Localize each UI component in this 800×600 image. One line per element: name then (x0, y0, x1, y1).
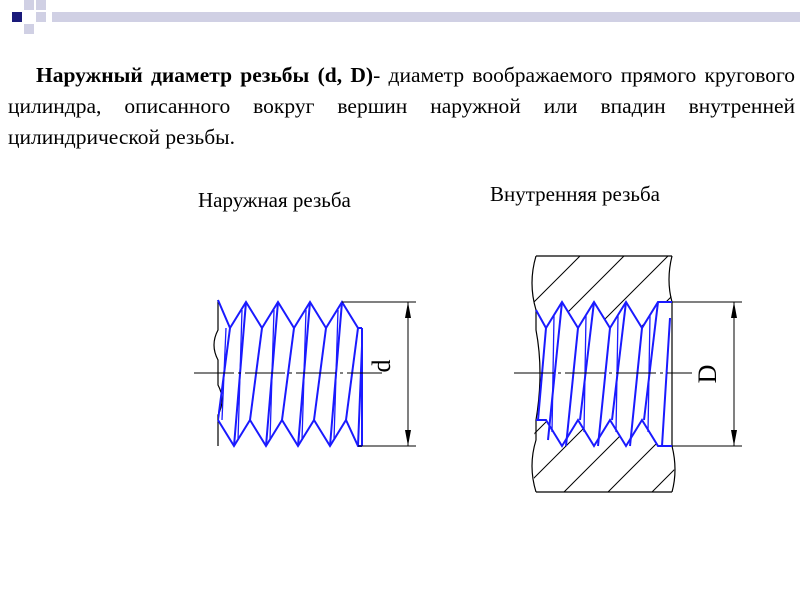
external-helix-line-minor (334, 310, 338, 440)
internal-thread-drawing (514, 256, 742, 492)
external-dimension-arrow-bottom (405, 430, 411, 446)
internal-dimension-arrow-top (731, 302, 737, 318)
internal-dimension-arrow-bottom (731, 430, 737, 446)
caption-internal-thread: Внутренняя резьба (490, 182, 660, 206)
definition-term: Наружный диаметр резьбы (d, D) (36, 63, 374, 87)
definition-text: - диаметр воображаемого прямого кругового цилиндра, описанного вокруг вершин наружной или впадин внутренней цилиндрической резьбы. (8, 63, 795, 149)
external-dimension-arrow-top (405, 302, 411, 318)
external-helix-line-minor (238, 310, 242, 440)
external-helix-line-minor (302, 310, 306, 440)
external-helix-line-minor (270, 310, 274, 440)
external-thread-bottom-profile (218, 420, 362, 446)
internal-dimension-label: D (693, 364, 722, 384)
external-helix-line (250, 328, 262, 420)
external-helix-line-minor (222, 328, 226, 420)
external-helix-line (314, 328, 326, 420)
caption-external-thread: Наружная резьба (198, 188, 351, 212)
internal-helix-line (538, 328, 546, 420)
external-thread-drawing (194, 300, 416, 446)
external-dimension-label: d (367, 359, 396, 373)
internal-helix-line (662, 318, 670, 446)
external-helix-line (346, 328, 358, 420)
external-helix-line (282, 328, 294, 420)
